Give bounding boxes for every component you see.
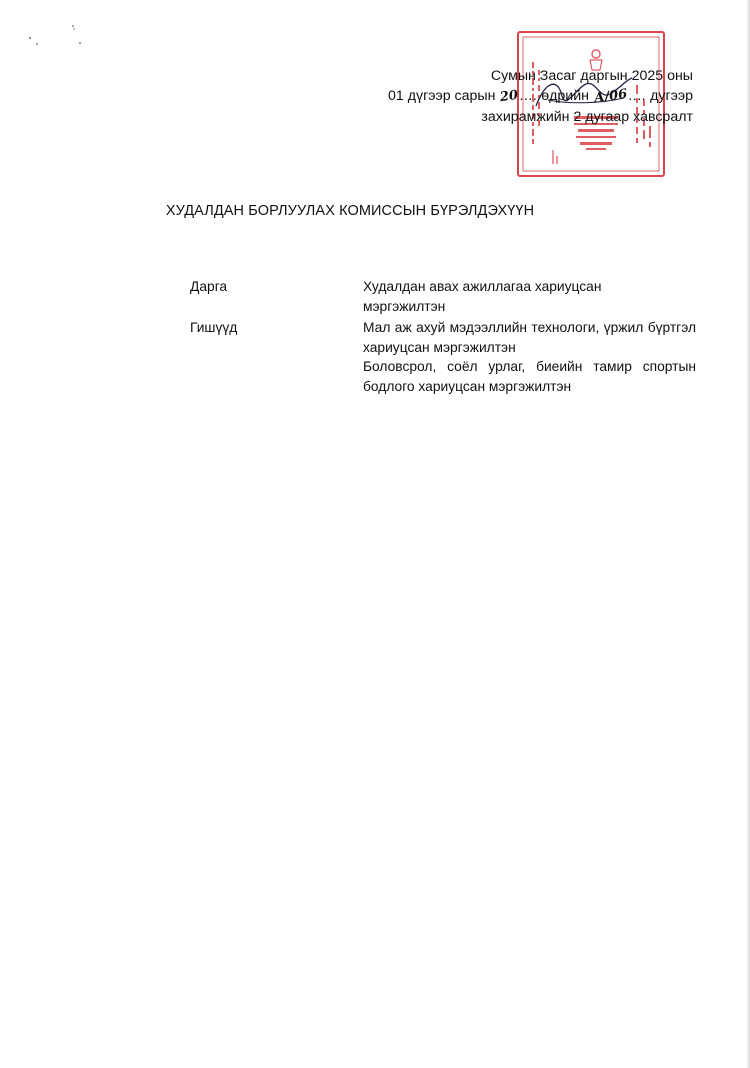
header-line-2-mid: өдрийн bbox=[537, 88, 593, 104]
chair-row bbox=[190, 277, 696, 316]
annex-header bbox=[388, 66, 693, 127]
handwritten-day: 20 bbox=[499, 87, 520, 106]
handwritten-number: А/06 bbox=[592, 86, 629, 107]
members-row bbox=[190, 318, 696, 396]
chair-member: Худалдан авах ажиллагаа хариуцсан мэргэжилтэн bbox=[363, 279, 602, 314]
header-line-2-suffix: дугээр bbox=[646, 88, 693, 104]
member-item: Мал аж ахуй мэдээллийн технологи, үржил бүртгэл хариуцсан мэргэжилтэн bbox=[363, 320, 696, 355]
chair-label: Дарга bbox=[190, 279, 228, 294]
header-line-2 bbox=[388, 86, 693, 107]
document-title-text: ХУДАЛДАН БОРЛУУЛАХ КОМИССЫН БҮРЭЛДЭХҮҮН bbox=[165, 203, 535, 219]
chair-members bbox=[363, 277, 696, 316]
document-title bbox=[0, 203, 750, 219]
header-line-2-prefix: 01 дүгээр сарын bbox=[387, 88, 500, 104]
number-dots: .... bbox=[628, 88, 647, 104]
members-label: Гишүүд bbox=[190, 320, 238, 335]
header-line-1: Сумын Засаг даргын 2025 оны bbox=[490, 68, 693, 84]
member-item: Боловсрол, соёл урлаг, биеийн тамир спортын бодлого хариуцсан мэргэжилтэн bbox=[363, 359, 696, 394]
commission-composition bbox=[190, 277, 696, 398]
members-list bbox=[363, 318, 696, 396]
header-line-3: захирамжийн 2 дугаар хавсралт bbox=[481, 109, 693, 125]
scan-specks bbox=[28, 22, 88, 52]
day-dots: .... bbox=[519, 88, 538, 104]
